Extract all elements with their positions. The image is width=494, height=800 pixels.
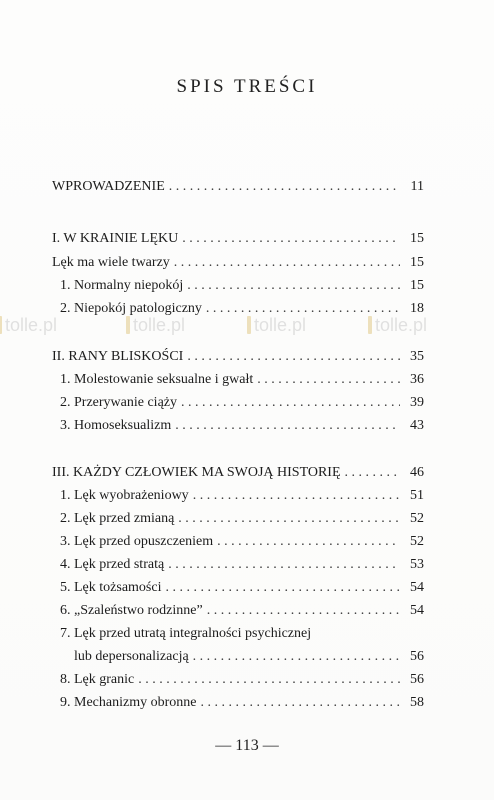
toc-entry-page: 36 (410, 372, 424, 387)
toc-entry-page: 51 (410, 488, 424, 503)
dot-leader (193, 487, 400, 505)
toc-entry-chapter-3 (52, 464, 424, 482)
toc-entry-subsection (60, 671, 424, 689)
watermark-text: tolle.pl (254, 315, 307, 335)
watermark-text: tolle.pl (375, 315, 428, 335)
toc-entry-label: 1. Lęk wyobrażeniowy (60, 488, 189, 503)
toc-entry-section (52, 254, 424, 272)
toc-entry-page: 54 (410, 580, 424, 595)
toc-entry-page: 15 (410, 255, 424, 270)
toc-entry-label: 2. Lęk przed zmianą (60, 511, 175, 526)
toc-entry-page: 52 (410, 534, 424, 549)
dot-leader (169, 178, 400, 196)
dot-leader (138, 671, 400, 689)
toc-entry-label: 3. Lęk przed opuszczeniem (60, 534, 214, 549)
toc-entry-page: 15 (410, 231, 424, 246)
toc-entry-subsection (60, 371, 424, 389)
page-number-footer: — 113 — (215, 737, 279, 754)
dot-leader (193, 648, 400, 666)
dot-leader (200, 694, 400, 712)
toc-entry-label: 6. „Szaleństwo rodzinne” (60, 603, 203, 618)
toc-entry-subsection (60, 300, 424, 318)
toc-entry-subsection (60, 510, 424, 528)
toc-entry-subsection (60, 487, 424, 505)
dot-leader (178, 510, 400, 528)
dot-leader (174, 254, 400, 272)
toc-entry-label: Lęk ma wiele twarzy (52, 255, 170, 270)
toc-entry-subsection-continued (74, 648, 424, 666)
dot-leader (182, 230, 400, 248)
toc-entry-label: 1. Molestowanie seksualne i gwałt (60, 372, 254, 387)
toc-entry-label: 4. Lęk przed stratą (60, 557, 165, 572)
toc-entry-page: 56 (410, 672, 424, 687)
dot-leader (257, 371, 400, 389)
toc-entry-label: II. RANY BLISKOŚCI (52, 349, 184, 364)
dot-leader (206, 300, 400, 318)
toc-entry-subsection (60, 579, 424, 597)
dot-leader (165, 579, 400, 597)
page-title: SPIS TREŚCI (176, 76, 318, 97)
toc-entry-label: 2. Niepokój patologiczny (60, 301, 202, 316)
toc-entry-page: 52 (410, 511, 424, 526)
toc-entry-label: 1. Normalny niepokój (60, 278, 184, 293)
toc-entry-chapter-2 (52, 348, 424, 366)
toc-entry-label: III. KAŻDY CZŁOWIEK MA SWOJĄ HISTORIĘ (52, 465, 341, 480)
toc-entry-label: 7. Lęk przed utratą integralności psychicznej (60, 626, 312, 641)
toc-entry-page: 15 (410, 278, 424, 293)
toc-entry-chapter-1 (52, 230, 424, 248)
toc-entry-page: 35 (410, 349, 424, 364)
toc-entry-label: 5. Lęk tożsamości (60, 580, 162, 595)
toc-entry-page: 11 (410, 179, 424, 194)
toc-entry-label: 3. Homoseksualizm (60, 418, 172, 433)
toc-entry-subsection (60, 417, 424, 435)
toc-entry-label: WPROWADZENIE (52, 179, 165, 194)
toc-entry-subsection (60, 556, 424, 574)
dot-leader (217, 533, 400, 551)
watermark-text: tolle.pl (133, 315, 186, 335)
toc-entry-subsection (60, 394, 424, 412)
toc-entry-page: 46 (410, 465, 424, 480)
toc-entry-page: 43 (410, 418, 424, 433)
toc-entry-subsection (60, 277, 424, 295)
toc-entry-page: 18 (410, 301, 424, 316)
dot-leader (175, 417, 400, 435)
dot-leader (345, 464, 400, 482)
toc-entry-page: 54 (410, 603, 424, 618)
toc-entry-label: lub depersonalizacją (74, 649, 189, 664)
toc-entry-page: 58 (410, 695, 424, 710)
dot-leader (207, 602, 400, 620)
toc-entry-page: 56 (410, 649, 424, 664)
toc-entry-label: 2. Przerywanie ciąży (60, 395, 177, 410)
toc-entry-label: I. W KRAINIE LĘKU (52, 231, 179, 246)
watermark-text: tolle.pl (5, 315, 58, 335)
toc-entry-page: 53 (410, 557, 424, 572)
toc-entry-label: 8. Lęk granic (60, 672, 135, 687)
toc-entry-subsection (60, 533, 424, 551)
dot-leader (187, 277, 400, 295)
toc-entry-label: 9. Mechanizmy obronne (60, 695, 197, 710)
dot-leader (181, 394, 400, 412)
toc-entry-page: 39 (410, 395, 424, 410)
toc-entry-subsection (60, 602, 424, 620)
dot-leader (168, 556, 400, 574)
toc-entry-introduction (52, 178, 424, 196)
dot-leader (187, 348, 400, 366)
toc-entry-subsection (60, 694, 424, 712)
